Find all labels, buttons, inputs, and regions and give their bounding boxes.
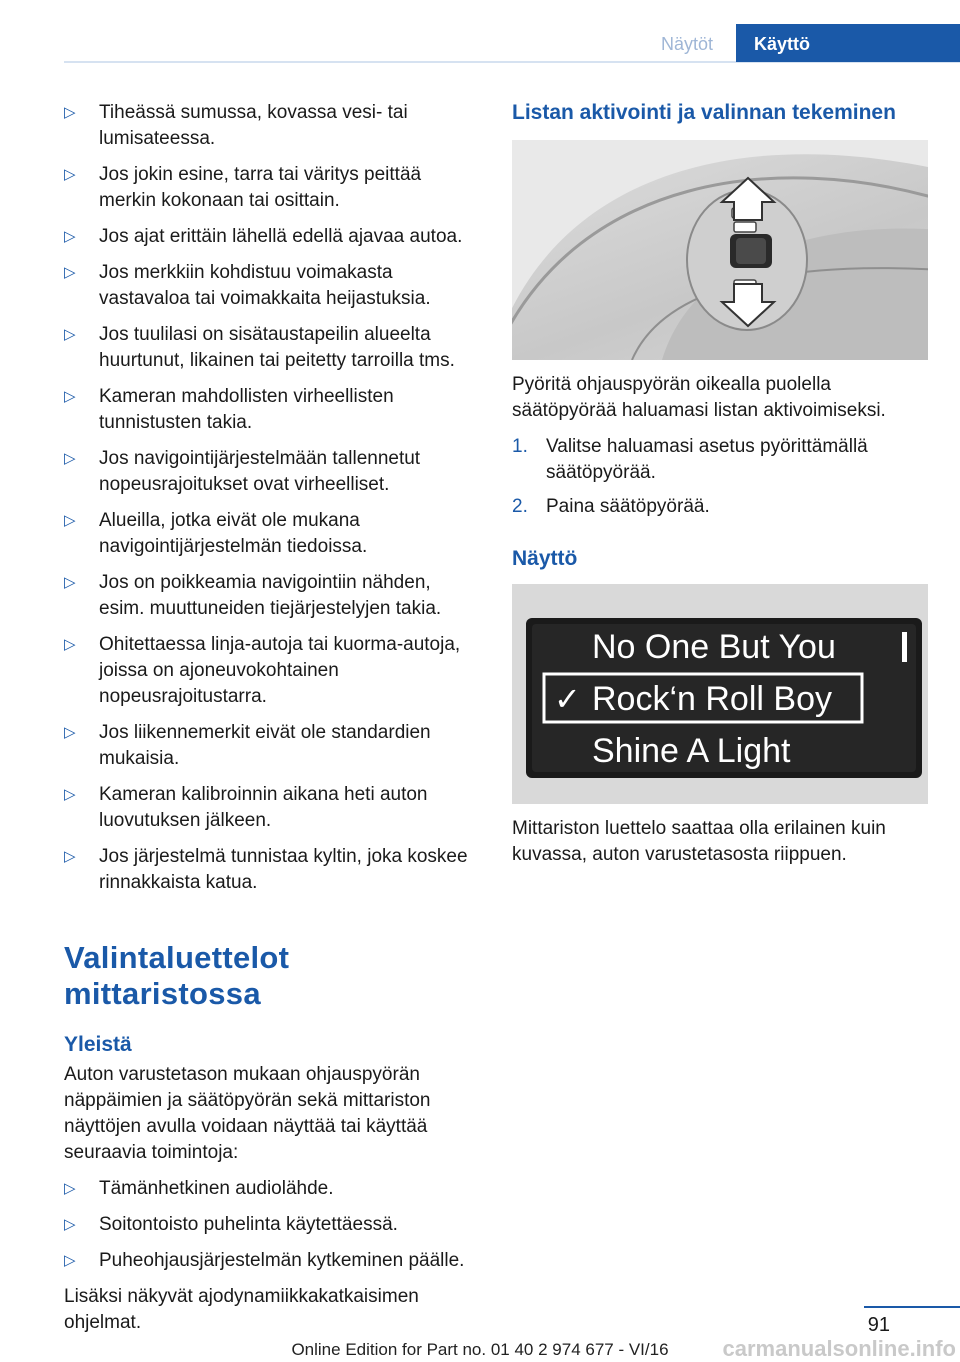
conditions-list — [64, 100, 476, 896]
tab-kaytto-label: Käyttö — [754, 34, 811, 54]
subsection-title: Yleistä — [64, 1033, 132, 1056]
display-item-3: Shine A Light — [592, 732, 791, 770]
section-title: Valintaluettelot mittaristossa — [64, 940, 290, 1011]
step-number: 1. — [512, 436, 528, 457]
intro-paragraph: Auton varustetason mukaan ohjauspyörän näppäimien ja säätöpyörän sekä mittariston näyttöjen avulla voidaan näyttää tai käyttää seuraavia toimintoja: — [64, 1064, 431, 1163]
steps-list — [512, 434, 928, 520]
triangle-bullet-icon: ▷ — [64, 574, 76, 591]
scrollbar-thumb — [902, 632, 907, 662]
heading-display: Näyttö — [512, 547, 578, 570]
triangle-bullet-icon: ▷ — [64, 848, 76, 865]
list-item: ▷ Jos tuulilasi on sisätaustapeilin alueelta huurtunut, likainen tai peitetty tarroilla tms. — [64, 324, 455, 371]
list-item: ▷ Ohitettaessa linja-autoja tai kuorma-autoja, joissa on ajoneuvokohtainen nopeusrajoitustarra. — [64, 634, 461, 707]
tab-naytot[interactable]: Näytöt — [660, 34, 714, 54]
list-item: ▷ Alueilla, jotka eivät ole mukana navigointijärjestelmän tiedoissa. — [64, 510, 368, 557]
steering-wheel-image — [512, 140, 928, 360]
list-item: 2. Paina säätöpyörää. — [512, 494, 928, 520]
list-item: ▷ Jos merkkiin kohdistuu voimakasta vastavaloa tai voimakkaita heijastuksia. — [64, 262, 431, 309]
triangle-bullet-icon: ▷ — [64, 636, 76, 653]
list-item: ▷ Kameran kalibroinnin aikana heti auton luovutuksen jälkeen. — [64, 784, 428, 831]
display-item-1: No One But You — [592, 628, 836, 666]
triangle-bullet-icon: ▷ — [64, 228, 76, 245]
list-item: ▷ Jos ajat erittäin lähellä edellä ajavaa autoa. — [64, 224, 476, 250]
tab-kaytto[interactable] — [736, 24, 960, 62]
list-item: ▷ Jos jokin esine, tarra tai väritys peittää merkin kokonaan tai osittain. — [64, 164, 422, 211]
left-column — [64, 100, 476, 1346]
display-illustration — [512, 584, 928, 804]
list-item: 1. Valitse haluamasi asetus pyörittämällä säätöpyörää. — [512, 436, 868, 483]
triangle-bullet-icon: ▷ — [64, 388, 76, 405]
heading-list-activation: Listan aktivointi ja valinnan tekeminen — [512, 101, 896, 124]
page-number: 91 — [867, 1314, 890, 1336]
outro-paragraph: Lisäksi näkyvät ajodynamiikkakatkaisimen ohjelmat. — [64, 1286, 419, 1333]
triangle-bullet-icon: ▷ — [64, 724, 76, 741]
caption-wheel: Pyöritä ohjauspyörän oikealla puolella säätöpyörää haluamasi listan aktivoimiseksi. — [512, 374, 886, 421]
functions-list — [64, 1176, 476, 1274]
list-item: ▷ Puheohjausjärjestelmän kytkeminen päälle. — [64, 1248, 476, 1274]
triangle-bullet-icon: ▷ — [64, 512, 76, 529]
check-icon: ✓ — [554, 680, 581, 718]
display-item-2: Rock‘n Roll Boy — [592, 680, 832, 718]
step-number: 2. — [512, 496, 528, 517]
triangle-bullet-icon: ▷ — [64, 1180, 76, 1197]
list-item: ▷ Tämänhetkinen audiolähde. — [64, 1176, 476, 1202]
edition-footer: Online Edition for Part no. 01 40 2 974 677 - VI/16 — [291, 1340, 669, 1359]
triangle-bullet-icon: ▷ — [64, 1216, 76, 1233]
triangle-bullet-icon: ▷ — [64, 166, 76, 183]
triangle-bullet-icon: ▷ — [64, 1252, 76, 1269]
triangle-bullet-icon: ▷ — [64, 264, 76, 281]
watermark: carmanualsonline.info — [722, 1336, 956, 1361]
triangle-bullet-icon: ▷ — [64, 326, 76, 343]
list-item: ▷ Jos on poikkeamia navigointiin nähden, esim. muuttuneiden tiejärjestelyjen takia. — [64, 572, 442, 619]
list-item: ▷ Jos liikennemerkit eivät ole standardien mukaisia. — [64, 722, 431, 769]
footer-rule — [864, 1306, 960, 1308]
list-item: ▷ Tiheässä sumussa, kovassa vesi- tai lumisateessa. — [64, 102, 408, 149]
steering-wheel-illustration — [512, 140, 928, 360]
triangle-bullet-icon: ▷ — [64, 104, 76, 121]
triangle-bullet-icon: ▷ — [64, 450, 76, 467]
right-column — [512, 100, 928, 878]
list-item: ▷ Kameran mahdollisten virheellisten tunnistusten takia. — [64, 386, 394, 433]
display-image — [512, 584, 928, 804]
caption-display: Mittariston luettelo saattaa olla erilainen kuin kuvassa, auton varustetasosta riippuen. — [512, 818, 886, 865]
triangle-bullet-icon: ▷ — [64, 786, 76, 803]
list-item: ▷ Jos järjestelmä tunnistaa kyltin, joka koskee rinnakkaista katua. — [64, 846, 468, 893]
list-item: ▷ Soitontoisto puhelinta käytettäessä. — [64, 1212, 476, 1238]
list-item: ▷ Jos navigointijärjestelmään tallennetut nopeusrajoitukset ovat virheelliset. — [64, 448, 421, 495]
